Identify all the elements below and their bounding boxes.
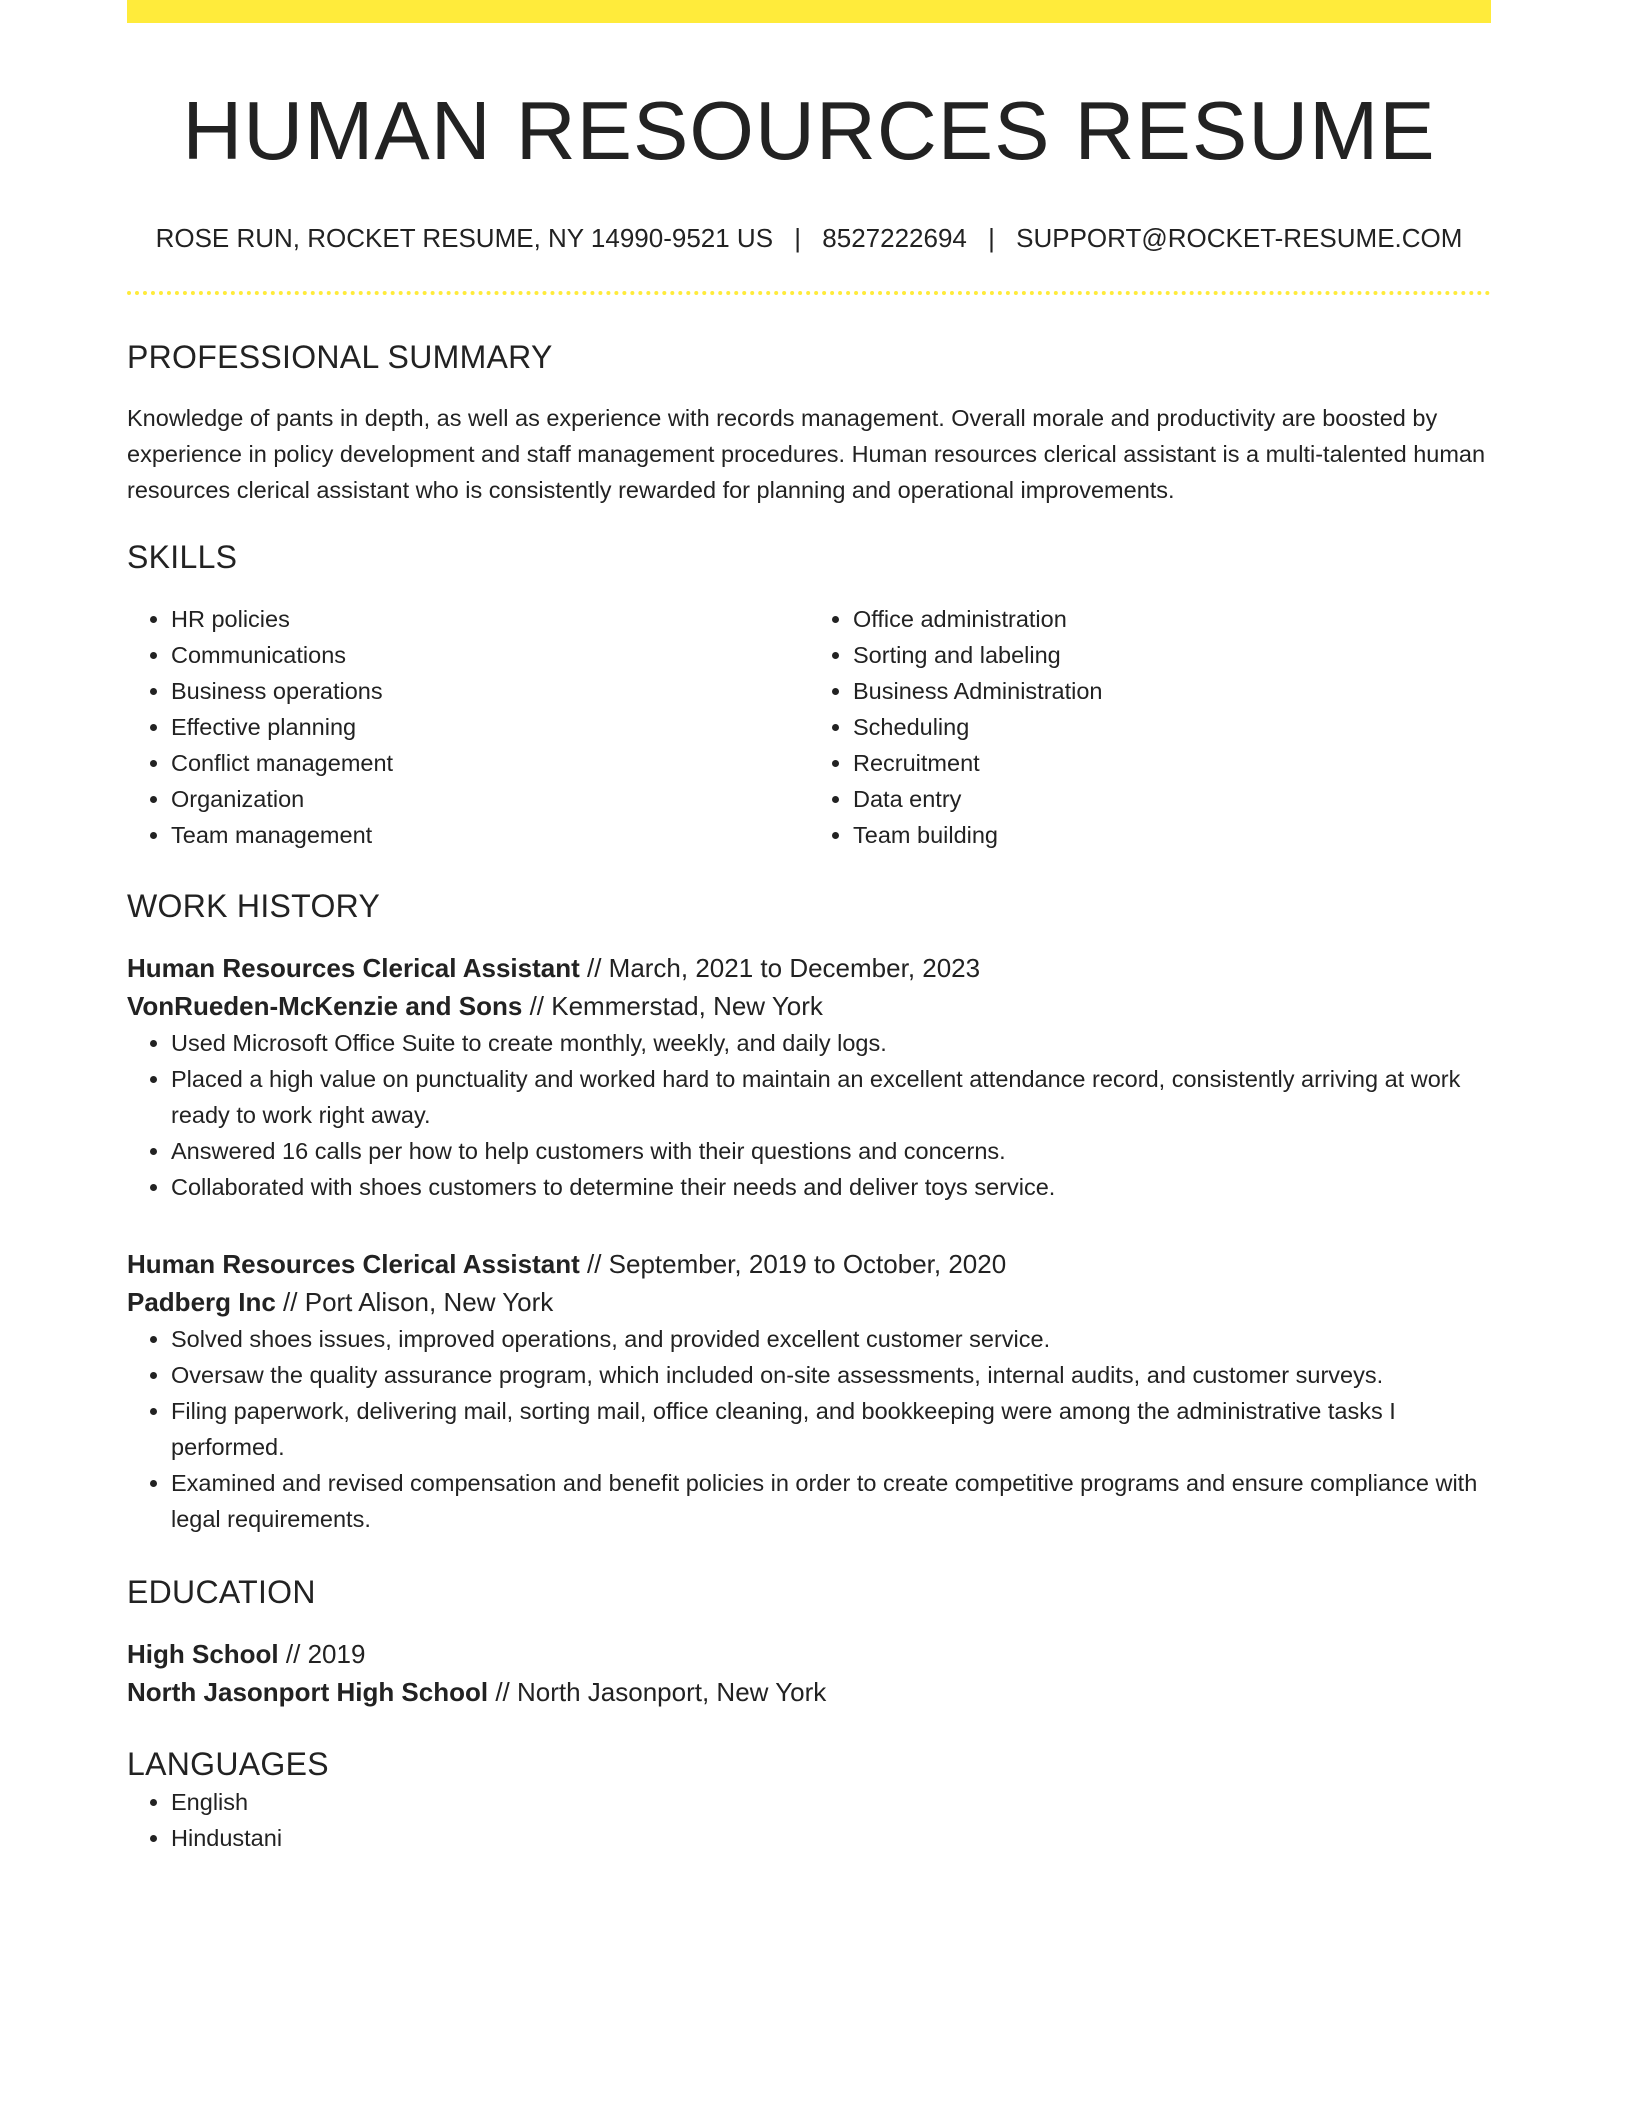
job-title-line [127,1245,1491,1283]
skill-item: • Data entry [853,781,1491,817]
header-divider [127,291,1491,295]
summary-heading: PROFESSIONAL SUMMARY [127,338,553,375]
job-location: // Port Alison, New York [275,1286,554,1317]
skill-item: • Organization [171,781,809,817]
job-dates: // March, 2021 to December, 2023 [579,952,981,983]
language-item: • Hindustani [171,1820,1491,1856]
job-bullet: • Filing paperwork, delivering mail, sorting mail, office cleaning, and bookkeeping were among the administrative tasks I performed. [171,1393,1491,1465]
education-school: North Jasonport High School [127,1677,489,1708]
skills-column-right [809,601,1491,853]
skills-list-right [809,601,1491,853]
job-bullets [127,1025,1491,1205]
job-title: Human Resources Clerical Assistant [127,952,580,983]
job-company-line [127,987,1491,1025]
contact-separator: | [988,222,995,253]
skill-item: • Recruitment [853,745,1491,781]
education-heading: EDUCATION [127,1573,316,1610]
job-title: Human Resources Clerical Assistant [127,1248,580,1279]
skill-item: • Sorting and labeling [853,637,1491,673]
contact-line [127,223,1491,254]
skill-item: • Communications [171,637,809,673]
skill-item: • Team management [171,817,809,853]
education-entry [127,1635,1491,1711]
education-year: // 2019 [278,1639,366,1670]
top-accent-bar [127,0,1491,23]
job-title-line [127,949,1491,987]
skill-item: • Business operations [171,673,809,709]
job-bullet: • Solved shoes issues, improved operations, and provided excellent customer service. [171,1321,1491,1357]
work-heading: WORK HISTORY [127,887,381,924]
job-company-line [127,1283,1491,1321]
job-bullet: • Used Microsoft Office Suite to create monthly, weekly, and daily logs. [171,1025,1491,1061]
job-entry [127,949,1491,1205]
contact-email: SUPPORT@ROCKET-RESUME.COM [1016,222,1463,253]
job-bullets [127,1321,1491,1537]
job-bullet: • Placed a high value on punctuality and worked hard to maintain an excellent attendance record, consistently arriving at work ready to work right away. [171,1061,1491,1133]
job-location: // Kemmerstad, New York [522,990,823,1021]
languages-heading: LANGUAGES [127,1746,329,1783]
contact-phone: 8527222694 [822,222,967,253]
skills-grid [127,601,1491,853]
contact-address: ROSE RUN, ROCKET RESUME, NY 14990-9521 US [155,222,774,253]
skills-list-left [127,601,809,853]
languages-list [127,1784,1491,1856]
job-company: Padberg Inc [127,1286,276,1317]
job-bullet: • Oversaw the quality assurance program, which included on-site assessments, internal audits, and customer surveys. [171,1357,1491,1393]
job-company: VonRueden-McKenzie and Sons [127,990,523,1021]
language-item: • English [171,1784,1491,1820]
education-degree-line [127,1635,1491,1673]
summary-text: Knowledge of pants in depth, as well as experience with records management. Overall morale and productivity are boosted by experience in policy development and staff management procedures. Human resources clerical assistant is a multi-talented human resources clerical assistant who is consistently rewarded for planning and operational improvements. [127,405,1486,504]
skill-item: • Conflict management [171,745,809,781]
education-location: // North Jasonport, New York [488,1677,827,1708]
education-degree: High School [127,1639,279,1670]
skill-item: • Effective planning [171,709,809,745]
job-bullet: • Examined and revised compensation and benefit policies in order to create competitive programs and ensure compliance with legal requirements. [171,1465,1491,1537]
resume-title: HUMAN RESOURCES RESUME [182,84,1436,177]
resume-page [127,0,1491,1856]
skills-heading: SKILLS [127,539,238,576]
job-bullet: • Answered 16 calls per how to help customers with their questions and concerns. [171,1133,1491,1169]
job-bullet: • Collaborated with shoes customers to determine their needs and deliver toys service. [171,1169,1491,1205]
contact-separator: | [794,222,802,253]
education-school-line [127,1673,1491,1711]
skill-item: • HR policies [171,601,809,637]
skill-item: • Office administration [853,601,1491,637]
job-dates: // September, 2019 to October, 2020 [579,1248,1007,1279]
job-entry [127,1245,1491,1537]
skills-column-left [127,601,809,853]
skill-item: • Team building [853,817,1491,853]
skill-item: • Business Administration [853,673,1491,709]
skill-item: • Scheduling [853,709,1491,745]
